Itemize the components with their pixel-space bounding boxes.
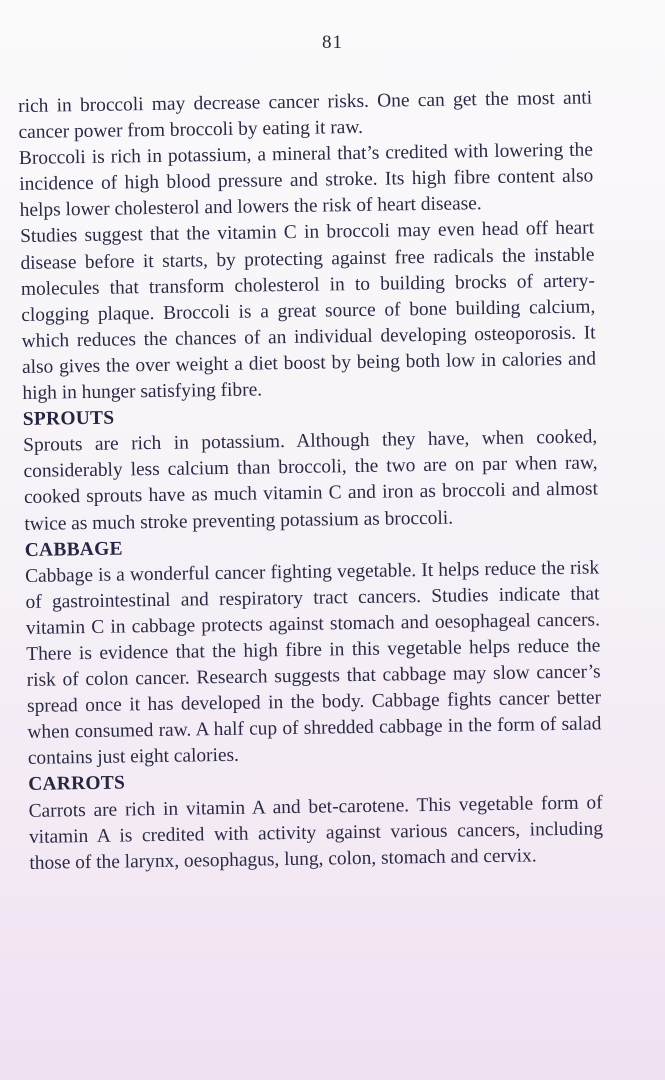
- broccoli-paragraph-3: Studies suggest that the vitamin C in broccoli may even head off heart disease before it starts, by protecting against free radicals the instable molecules that transform cholesterol in to building brocks of artery-clogging plaque. Broccoli is a great source of bone building calcium, which reduces the chances of an individual developing osteoporosis. It also gives the over weight a diet boost by being both low in calories and high in hunger satisfying fibre.: [19, 217, 597, 404]
- carrots-heading: CARROTS: [28, 772, 126, 796]
- cabbage-heading: CABBAGE: [24, 538, 123, 561]
- sprouts-heading: SPROUTS: [22, 407, 115, 431]
- broccoli-paragraph-1: rich in broccoli may decrease cancer risks. One can get the most anti cancer power from broccoli by eating it raw.: [18, 87, 593, 144]
- cabbage-paragraph: Cabbage is a wonderful cancer fighting vegetable. It helps reduce the risk of gastrointestinal and respiratory tract cancers. Studies indicate that vitamin C in cabbage protects against stomach and oesophageal cancers. There is evidence that the high fibre in this vegetable helps reduce the risk of colon cancer. Research suggests that cabbage may slow cancer’s spread once it has developed in the body. Cabbage fights cancer better when consumed raw. A half cup of shredded cabbage in the form of salad contains just eight calories.: [24, 557, 602, 770]
- page-body: [18, 85, 604, 876]
- broccoli-paragraph-2: Broccoli is rich in potassium, a mineral that’s credited with lowering the incidence of high blood pressure and stroke. Its high fibre content also helps lower cholesterol and lowers the risk of heart disease.: [18, 139, 594, 222]
- page-number: 81: [322, 32, 343, 53]
- carrots-paragraph: Carrots are rich in vitamin A and bet-carotene. This vegetable form of vitamin A is credited with activity against various cancers, including those of the larynx, oesophagus, lung, colon, stomach and cervix.: [28, 791, 604, 874]
- sprouts-paragraph: Sprouts are rich in potassium. Although they have, when cooked, considerably less calcium than broccoli, the two are on par when raw, cooked sprouts have as much vitamin C and iron as broccoli and almost twice as much stroke preventing potassium as broccoli.: [23, 426, 599, 535]
